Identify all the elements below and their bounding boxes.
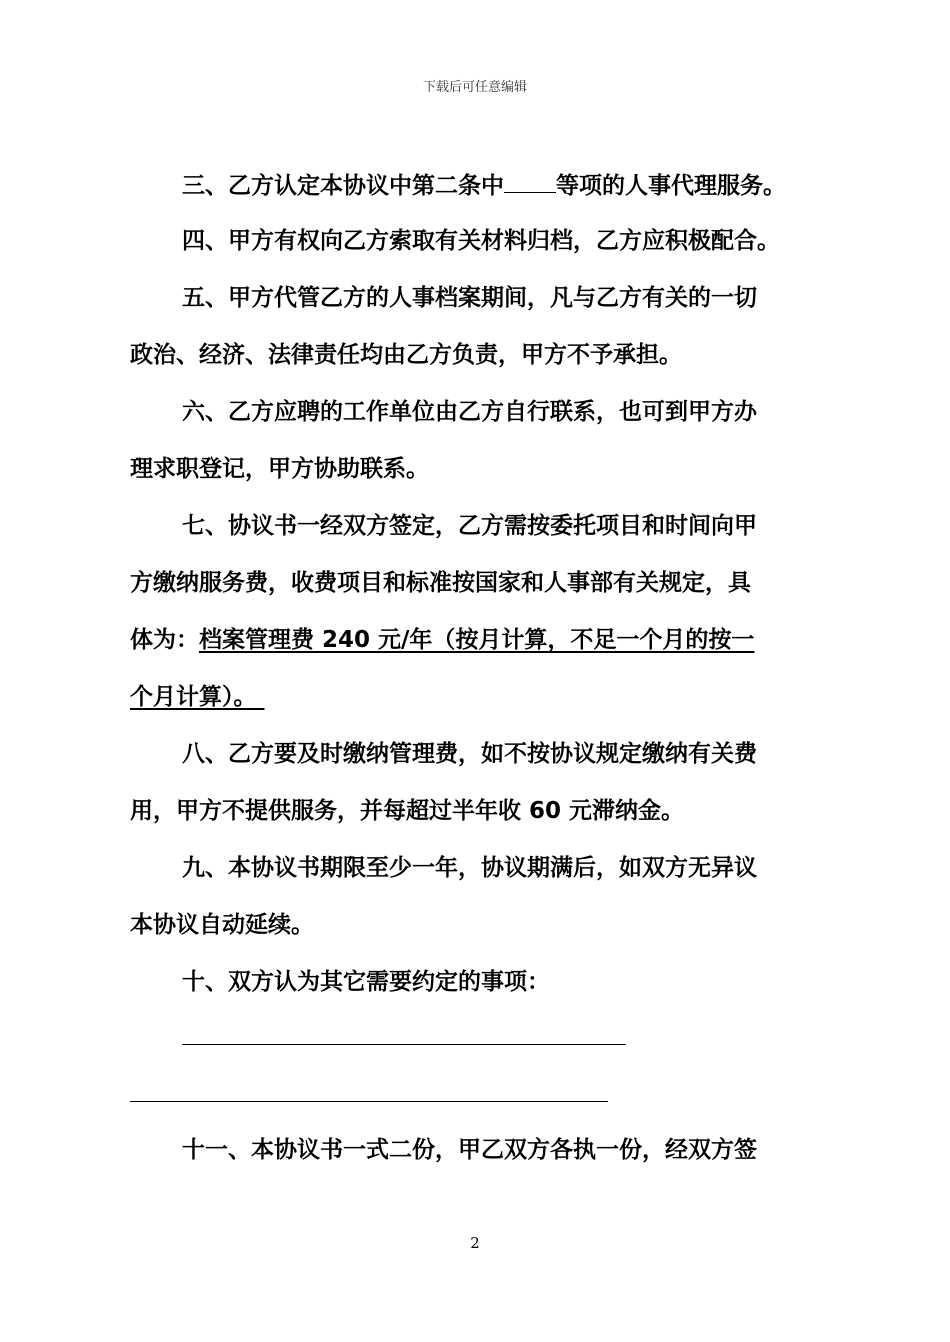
clause-7-fee-underlined: 档案管理费 240 元/年（按月计算，不足一个月的按一	[199, 627, 755, 653]
clause-7-line-2: 方缴纳服务费，收费项目和标准按国家和人事部有关规定，具	[130, 570, 751, 596]
blank-line-2	[130, 1101, 608, 1102]
clause-11-line-1: 十一、本协议书一式二份，甲乙双方各执一份，经双方签	[182, 1137, 757, 1163]
clause-7-prefix: 体为：	[130, 627, 199, 653]
clause-3-tail: 等项的人事代理服务。	[556, 173, 786, 199]
clause-10: 十、双方认为其它需要约定的事项：	[182, 969, 550, 995]
clause-6-line-2: 理求职登记，甲方协助联系。	[130, 456, 429, 482]
clause-8-line-1: 八、乙方要及时缴纳管理费，如不按协议规定缴纳有关费	[182, 741, 757, 767]
page-number: 2	[470, 1234, 480, 1252]
clause-5-line-2: 政治、经济、法律责任均由乙方负责，甲方不予承担。	[130, 342, 682, 368]
blank-field	[504, 170, 556, 193]
clause-3	[182, 170, 786, 201]
clause-9-line-1: 九、本协议书期限至少一年，协议期满后，如双方无异议	[182, 855, 757, 881]
blank-line-1	[182, 1044, 626, 1045]
clause-4: 四、甲方有权向乙方索取有关材料归档，乙方应积极配合。	[182, 228, 780, 254]
page-header: 下载后可任意编辑	[422, 80, 527, 95]
clause-7-fee-underlined-cont: 个月计算）。	[130, 684, 257, 710]
clause-8-line-2: 用，甲方不提供服务，并每超过半年收 60 元滞纳金。	[130, 798, 685, 824]
clause-5-line-1: 五、甲方代管乙方的人事档案期间，凡与乙方有关的一切	[182, 285, 757, 311]
clause-3-text: 三、乙方认定本协议中第二条中	[182, 173, 504, 199]
clause-6-line-1: 六、乙方应聘的工作单位由乙方自行联系，也可到甲方办	[182, 399, 757, 425]
clause-9-line-2: 本协议自动延续。	[130, 912, 314, 938]
clause-7-line-1: 七、协议书一经双方签定，乙方需按委托项目和时间向甲	[182, 513, 757, 539]
clause-7-line-4	[130, 682, 265, 712]
clause-7-line-3	[130, 625, 754, 655]
